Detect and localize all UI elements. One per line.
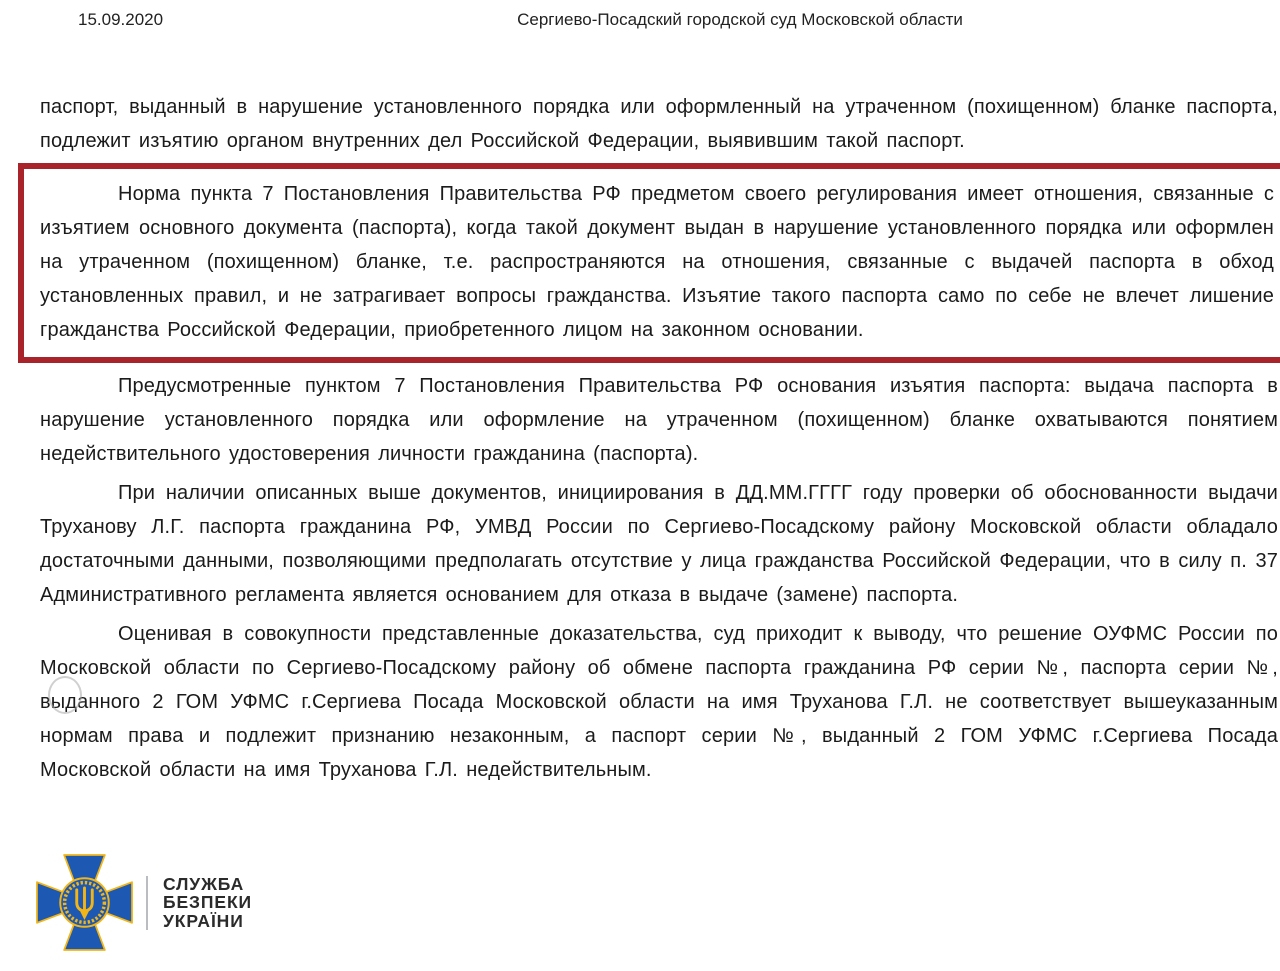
paragraph-court-conclusion: Оценивая в совокупности представленные доказательства, суд приходит к выводу, что решение ОУФМС России по Московской области по Сергиево-Посадскому району об обмене паспорта гражданина РФ серии №, паспорта серии №, выданного 2 ГОМ УФМС г.Сергиева Посада Московской области на имя Труханова Г.Л. не соответствует вышеуказанным нормам права и подлежит признанию незаконным, а паспорт серии №, выданный 2 ГОМ УФМС г.Сергиева Посада Московской области на имя Труханова Г.Л. недействительным.: [40, 623, 1278, 781]
highlighted-paragraph-box: [18, 163, 1280, 363]
sbu-logo-text-line: СЛУЖБА: [163, 873, 245, 894]
stamp-mark: [48, 676, 82, 714]
sbu-logo-text-line: УКРАЇНИ: [163, 910, 244, 931]
sbu-emblem-icon: [36, 854, 133, 951]
paragraph-passport-seizure: паспорт, выданный в нарушение установленного порядка или оформленный на утраченном (похищенном) бланке паспорта, подлежит изъятию органом внутренних дел Российской Федерации, выявившим такой паспорт.: [40, 96, 1278, 152]
paragraph-verification: При наличии описанных выше документов, инициирования в ДД.ММ.ГГГГ году проверки об обоснованности выдачи Труханову Л.Г. паспорта гражданина РФ, УМВД России по Сергиево-Посадскому району Московской области обладало достаточными данными, позволяющими предполагать отсутствие у лица гражданства Российской Федерации, что в силу п. 37 Административного регламента является основанием для отказа в выдаче (замене) паспорта.: [40, 482, 1278, 606]
paragraph-seizure-grounds: Предусмотренные пунктом 7 Постановления Правительства РФ основания изъятия паспорта: выдача паспорта в нарушение установленного порядка или оформление на утраченном (похищенном) бланке охватываются понятием недействительного удостоверения личности гражданина (паспорта).: [40, 375, 1278, 465]
sbu-logo-text: [163, 875, 252, 931]
paragraph-norm-point-7: Норма пункта 7 Постановления Правительства РФ предметом своего регулирования имеет отношения, связанные с изъятием основного документа (паспорта), когда такой документ выдан в нарушение установленного порядка или оформлен на утраченном (похищенном) бланке, т.е. распространяются на отношения, связанные с выдачей паспорта в обход установленных правил, и не затрагивает вопросы гражданства. Изъятие такого паспорта само по себе не влечет лишение гражданства Российской Федерации, приобретенного лицом на законном основании.: [40, 183, 1274, 341]
logo-divider: [146, 876, 148, 930]
document-date: 15.09.2020: [78, 10, 164, 29]
sbu-logo-text-line: БЕЗПЕКИ: [163, 892, 253, 913]
document-body: [40, 90, 1278, 792]
court-title: Сергиево-Посадский городской суд Московской области: [517, 10, 963, 29]
sbu-logo: [36, 854, 252, 951]
